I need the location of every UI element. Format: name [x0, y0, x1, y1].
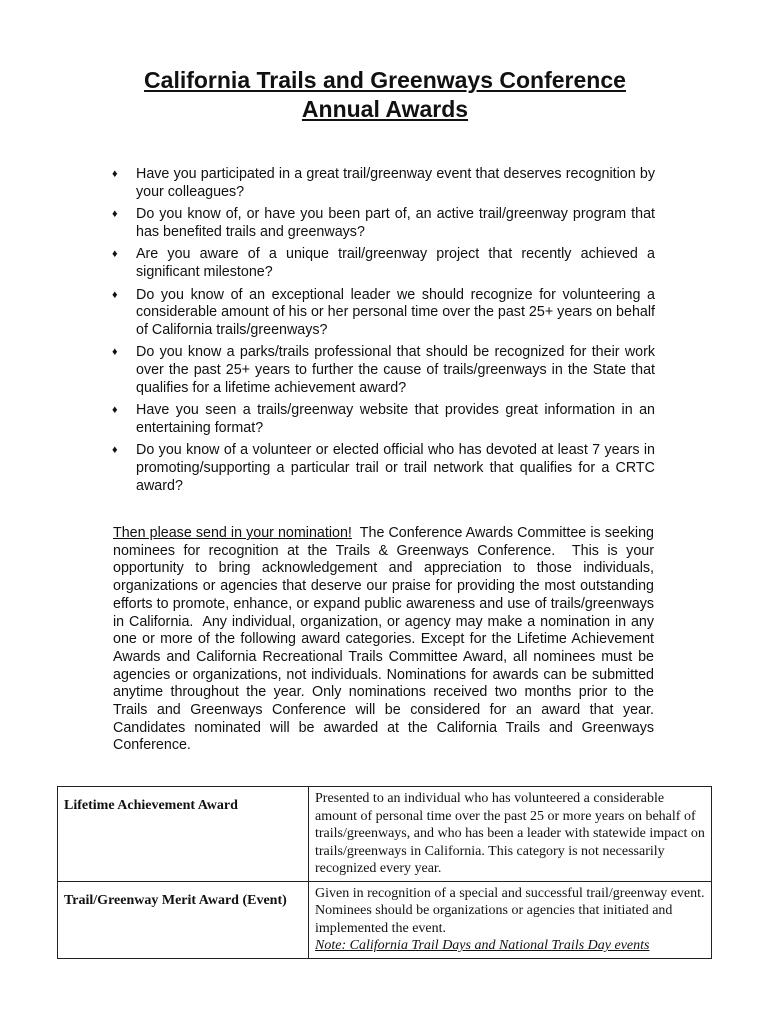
list-item-text: Do you know a parks/trails professional that should be recognized for their work over the past 25+ years to further the cause of trails/greenways in the State that qualifies for a lifetime achievement award? [136, 344, 655, 396]
list-item [110, 166, 655, 201]
title-line-2: Annual Awards [301, 96, 469, 122]
award-name: Lifetime Achievement Award [58, 787, 309, 882]
award-description [309, 881, 712, 958]
diamond-bullet-icon: ♦ [112, 346, 118, 359]
award-description-text: Given in recognition of a special and successful trail/greenway event. Nominees should be organizations or agencies that initiated and implemented the event. [315, 885, 705, 936]
diamond-bullet-icon: ♦ [112, 404, 118, 417]
title-line-1: California Trails and Greenways Conference [144, 67, 626, 93]
award-name: Trail/Greenway Merit Award (Event) [58, 881, 309, 958]
list-item-text: Do you know of, or have you been part of, an active trail/greenway program that has benefited trails and greenways? [136, 206, 655, 240]
question-list [110, 166, 655, 500]
award-note: Note: California Trail Days and National Trails Day events [315, 938, 650, 953]
list-item-text: Are you aware of a unique trail/greenway project that recently achieved a significant milestone? [136, 246, 655, 280]
list-item [110, 442, 655, 495]
page-title [100, 66, 670, 124]
diamond-bullet-icon: ♦ [112, 444, 118, 457]
list-item [110, 287, 655, 340]
diamond-bullet-icon: ♦ [112, 168, 118, 180]
list-item [110, 206, 655, 241]
table-row [58, 787, 712, 882]
list-item [110, 402, 655, 437]
nomination-call: Then please send in your nomination! [113, 525, 352, 541]
award-description [309, 787, 712, 882]
award-description-text: Presented to an individual who has volunteered a considerable amount of personal time over the past 25 or more years on behalf of trails/greenways, and who has been a leader with statewide impact on trails/greenways in California. This category is not necessarily recognized every year. [315, 791, 705, 876]
list-item-text: Do you know of a volunteer or elected official who has devoted at least 7 years in promoting/supporting a particular trail or trail network that qualifies for a CRTC award? [136, 442, 655, 494]
list-item-text: Have you participated in a great trail/greenway event that deserves recognition by your colleagues? [136, 166, 655, 200]
diamond-bullet-icon: ♦ [112, 248, 118, 261]
table-row [58, 881, 712, 958]
nomination-paragraph [113, 525, 658, 755]
nomination-body: The Conference Awards Committee is seeking nominees for recognition at the Trails & Greenways Conference. This is your opportunity to bring acknowledgement and appreciation to those individuals, organizations or agencies that deserve our praise for providing the most outstanding efforts to promote, enhance, or expand public awareness and use of trails/greenways in California. Any individual, organization, or agency may make a nomination in any one or more of the following award categories. Except for the Lifetime Achievement Awards and California Recreational Trails Committee Award, all nominees must be agencies or organizations, not individuals. Nominations for awards can be submitted anytime throughout the year. Only nominations received two months prior to the Trails and Greenways Conference will be considered for an award that year. Candidates nominated will be awarded at the California Trails and Greenways Conference. [113, 525, 658, 754]
diamond-bullet-icon: ♦ [112, 208, 118, 221]
list-item [110, 344, 655, 397]
list-item [110, 246, 655, 281]
awards-table [57, 786, 712, 959]
list-item-text: Do you know of an exceptional leader we should recognize for volunteering a considerable amount of his or her personal time over the past 25+ years on behalf of California trails/greenways? [136, 286, 655, 338]
list-item-text: Have you seen a trails/greenway website that provides great information in an entertaining format? [136, 402, 655, 436]
diamond-bullet-icon: ♦ [112, 288, 118, 301]
